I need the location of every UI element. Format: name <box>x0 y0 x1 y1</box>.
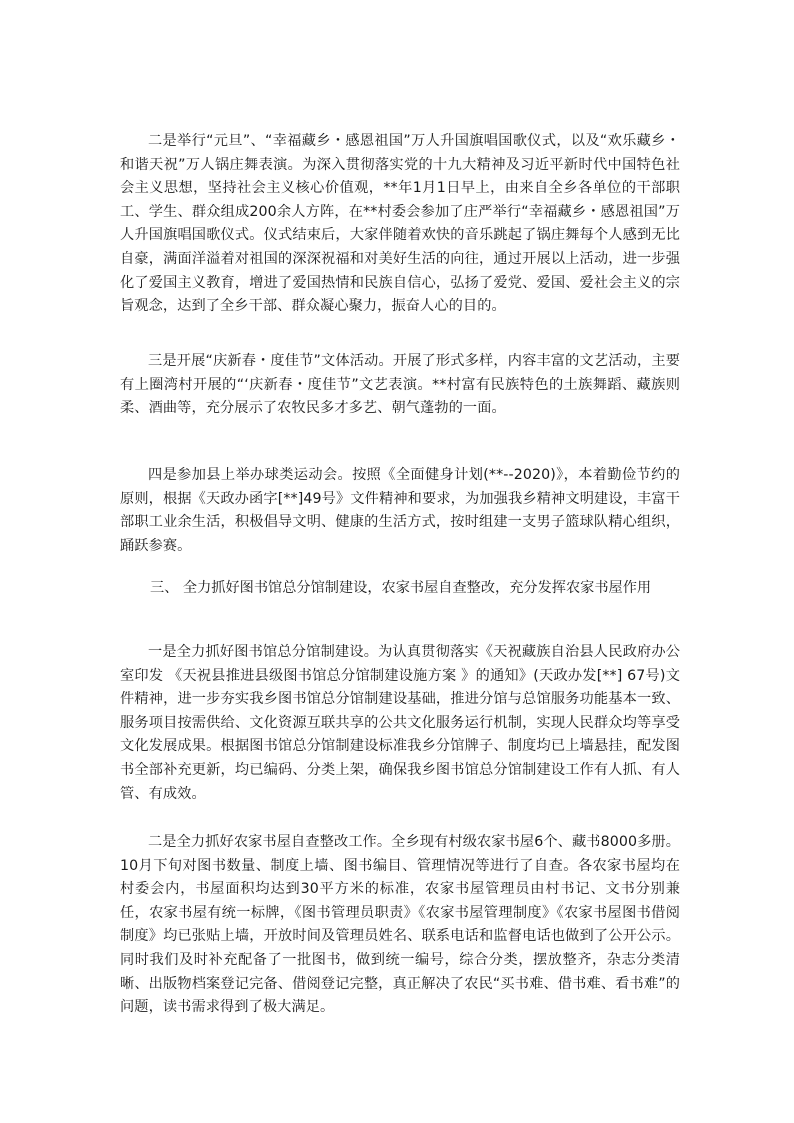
paragraph-flag-ceremony: 二是举行“元旦”、“幸福藏乡・感恩祖国”万人升国旗唱国歌仪式，以及“欢乐藏乡・和谐天祝”万人锅庄舞表演。为深入贯彻落实党的十九大精神及习近平新时代中国特色社会主义思想，坚持社会主义核心价值观，**年1月1日早上，由来自全乡各单位的干部职工、学生、群众组成200余人方阵，在**村委会参加了庄严举行“幸福藏乡・感恩祖国”万人升国旗唱国歌仪式。仪式结束后，大家伴随着欢快的音乐跳起了锅庄舞每个人感到无比自豪，满面洋溢着对祖国的深深祝福和对美好生活的向往，通过开展以上活动，进一步强化了爱国主义教育，增进了爱国热情和民族自信心，弘扬了爱党、爱国、爱社会主义的宗旨观念，达到了全乡干部、群众凝心聚力，振奋人心的目的。 <box>120 133 680 315</box>
paragraph-spring-festival: 三是开展“庆新春・度佳节”文体活动。开展了形式多样，内容丰富的文艺活动，主要有上圈湾村开展的“‘庆新春・度佳节”文艺表演。**村富有民族特色的土族舞蹈、藏族则柔、酒曲等，充分展示了农牧民多才多艺、朝气蓬勃的一面。 <box>120 353 680 417</box>
paragraph-farm-bookstore: 二是全力抓好农家书屋自查整改工作。全乡现有村级农家书屋6个、藏书8000多册。10月下旬对图书数量、制度上墙、图书编目、管理情况等进行了自查。各农家书屋均在村委会内，书屋面积均达到30平方米的标准，农家书屋管理员由村书记、文书分别兼任，农家书屋有统一标牌，《图书管理员职责》《农家书屋管理制度》《农家书屋图书借阅制度》均已张贴上墙，开放时间及管理员姓名、联系电话和监督电话也做到了公开公示。同时我们及时补充配备了一批图书，做到统一编号，综合分类，摆放整齐，杂志分类清晰、出版物档案登记完备、借阅登记完整，真正解决了农民“买书难、借书难、看书难”的问题，读书需求得到了极大满足。 <box>120 834 680 1016</box>
paragraph-ball-games: 四是参加县上举办球类运动会。按照《全面健身计划(**--2020)》，本着勤俭节约的原则，根据《天政办函字[**]49号》文件精神和要求，为加强我乡精神文明建设，丰富干部职工业余生活，积极倡导文明、健康的生活方式，按时组建一支男子篮球队精心组织，踊跃参赛。 <box>120 467 680 554</box>
paragraph-library-system: 一是全力抓好图书馆总分馆制建设。为认真贯彻落实《天祝藏族自治县人民政府办公室印发 《天祝县推进县级图书馆总分馆制建设施方案 》的通知》(天政办发[**] 67号)文件精神，进一步夯实我乡图书馆总分馆制建设基础，推进分馆与总馆服务功能基本一致、服务项目按需供给、文化资源互联共享的公共文化服务运行机制，实现人民群众均等享受文化发展成果。根据图书馆总分馆制建设标准我乡分馆牌子、制度均已上墙悬挂，配发图书全部补充更新，均已编码、分类上架，确保我乡图书馆总分馆制建设工作有人抓、有人管、有成效。 <box>120 644 680 802</box>
section-heading: 三、 全力抓好图书馆总分馆制建设，农家书屋自查整改，充分发挥农家书屋作用 <box>150 580 652 596</box>
